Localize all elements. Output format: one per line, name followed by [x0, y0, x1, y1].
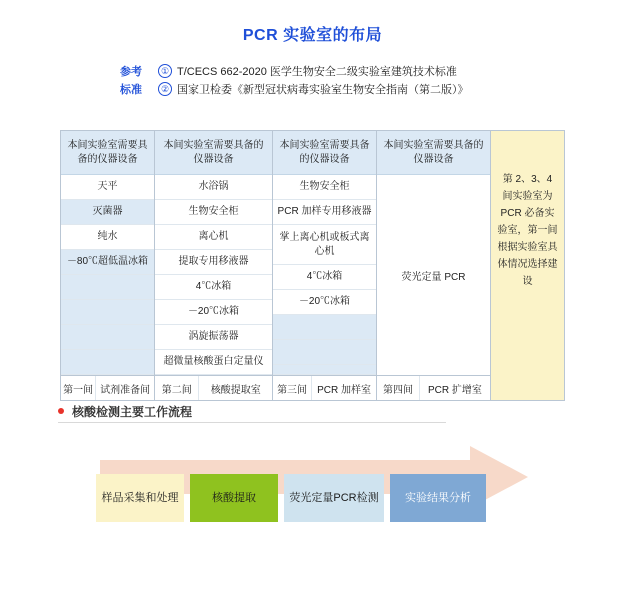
workflow-step-4[interactable]: 实验结果分析: [390, 474, 486, 522]
equipment-cell: －80℃超低温冰箱: [61, 250, 154, 275]
bullet-dot-icon: [58, 408, 64, 414]
number-circle-1-icon: ①: [158, 64, 172, 78]
table-column-room3: [273, 131, 377, 400]
references-label-line1: 参考: [120, 66, 142, 78]
equipment-cell-empty: [273, 340, 376, 365]
equipment-cell-main: 荧光定量 PCR: [377, 175, 490, 375]
divider: [58, 422, 446, 423]
equipment-cell: －20℃冰箱: [273, 290, 376, 315]
workflow-step-3[interactable]: 荧光定量PCR检测: [284, 474, 384, 522]
equipment-cell: 天平: [61, 175, 154, 200]
note-text: 第 2、3、4 间实验室为 PCR 必备实验室，第一间根据实验室具体情况选择建设: [491, 131, 564, 400]
room-number: 第一间: [61, 376, 96, 400]
references-label-line2: 标准: [120, 84, 142, 96]
equipment-cell: 掌上离心机或板式离心机: [273, 225, 376, 265]
reference-text-2: 国家卫检委《新型冠状病毒实验室生物安全指南（第二版）》: [177, 84, 469, 96]
equipment-cell: PCR 加样专用移液器: [273, 200, 376, 225]
equipment-cell: 生物安全柜: [273, 175, 376, 200]
equipment-cell: －20℃冰箱: [155, 300, 272, 325]
table-column-room2: [155, 131, 273, 400]
column-footer: [155, 375, 272, 400]
room-number: 第二间: [155, 376, 199, 400]
equipment-cell-empty: [273, 365, 376, 375]
equipment-cell: 4℃冰箱: [155, 275, 272, 300]
reference-text-1: T/CECS 662-2020 医学生物安全二级实验室建筑技术标准: [177, 66, 457, 78]
column-footer: [377, 375, 490, 400]
table-column-room4: [377, 131, 491, 400]
table-column-room1: [61, 131, 155, 400]
page-title: PCR 实验室的布局: [242, 27, 383, 44]
column-footer: [61, 375, 154, 400]
room-number: 第三间: [273, 376, 312, 400]
reference-item: [158, 81, 469, 99]
number-circle-2-icon: ②: [158, 82, 172, 96]
lab-layout-table: [60, 130, 565, 401]
equipment-cell: 水浴锅: [155, 175, 272, 200]
room-number: 第四间: [377, 376, 420, 400]
equipment-cell-empty: [273, 315, 376, 340]
equipment-cell-empty: [61, 325, 154, 350]
flow-title-text: 核酸检测主要工作流程: [72, 405, 193, 419]
column-header: 本间实验室需要具备的仪器设备: [155, 131, 272, 175]
equipment-cell: 4℃冰箱: [273, 265, 376, 290]
equipment-cell: 涡旋振荡器: [155, 325, 272, 350]
equipment-cell: 离心机: [155, 225, 272, 250]
reference-item: [158, 63, 469, 81]
workflow-diagram: [60, 432, 565, 567]
column-footer: [273, 375, 376, 400]
equipment-cell-empty: [61, 350, 154, 375]
equipment-cell: 超微量核酸蛋白定量仪: [155, 350, 272, 375]
room-name: PCR 扩增室: [428, 384, 482, 396]
equipment-cell-empty: [61, 275, 154, 300]
room-name: PCR 加样室: [317, 384, 371, 396]
equipment-cell: 提取专用移液器: [155, 250, 272, 275]
workflow-steps: [96, 474, 486, 522]
equipment-cell: 生物安全柜: [155, 200, 272, 225]
workflow-step-1[interactable]: 样品采集和处理: [96, 474, 184, 522]
equipment-cell-empty: [61, 300, 154, 325]
column-header: 本间实验室需要具备的仪器设备: [61, 131, 154, 175]
column-header: 本间实验室需要具备的仪器设备: [377, 131, 490, 175]
equipment-cell: 灭菌器: [61, 200, 154, 225]
room-name: 核酸提取室: [210, 384, 261, 396]
equipment-cell: 纯水: [61, 225, 154, 250]
table-column-note: [491, 131, 564, 400]
references-block: [0, 63, 625, 99]
workflow-step-2[interactable]: 核酸提取: [190, 474, 278, 522]
column-header: 本间实验室需要具备的仪器设备: [273, 131, 376, 175]
references-label: [120, 63, 154, 99]
room-name: 试剂准备间: [100, 384, 151, 396]
flow-section-title: [58, 403, 192, 420]
